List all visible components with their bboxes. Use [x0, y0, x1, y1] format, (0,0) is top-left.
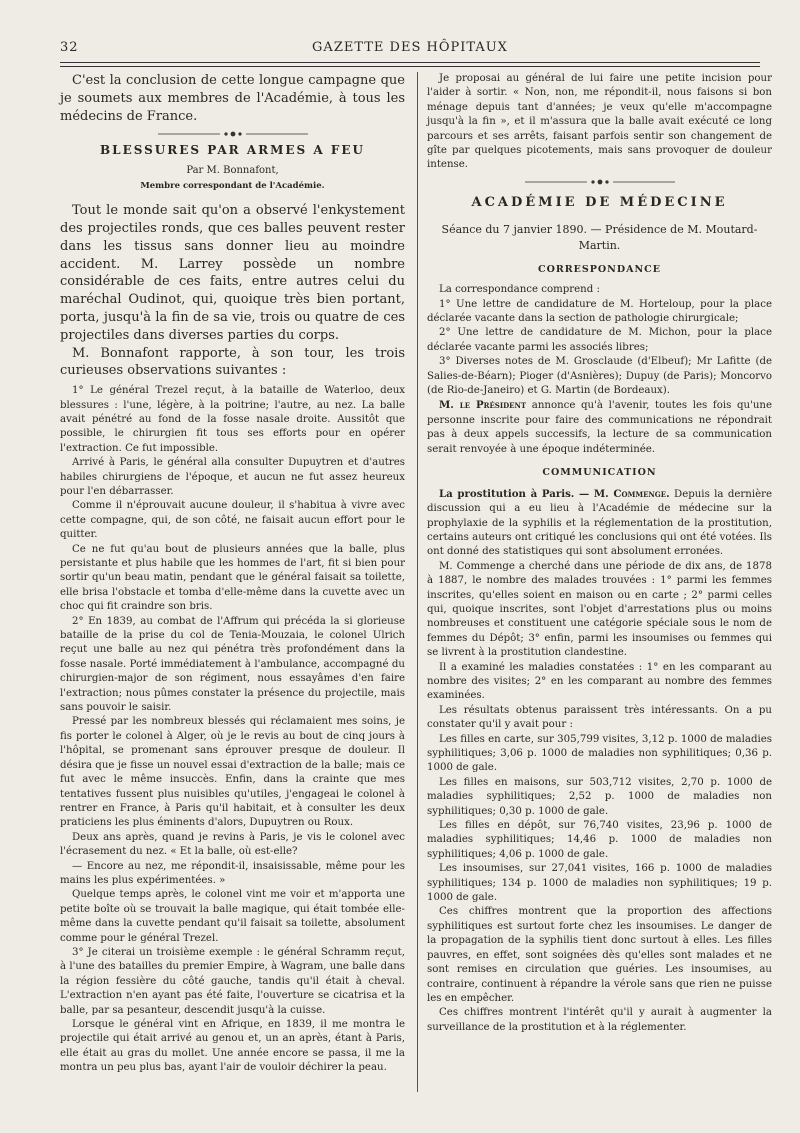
- statistics-paragraph: Les insoumises, sur 27,041 visites, 166 p. 1000 de maladies syphilitiques; 134 p. 1000 de maladies non syphilitiques; 19 p. 1000 de gale.: [427, 863, 772, 904]
- page-header: [60, 40, 760, 60]
- subheading-correspondance: CORRESPONDANCE: [538, 263, 661, 275]
- header-rule-thin: [60, 66, 760, 67]
- observation-paragraph: Lorsque le général vint en Afrique, en 1839, il me montra le projectile qui était arrivé au genou et, un an après, étant à Paris, elle était au gras du mollet. Une année encore se passa, il me la montra un peu plus bas, ayant l'air de vouloir déchirer la peau.: [60, 1019, 405, 1074]
- header-rule: [60, 62, 760, 63]
- article-paragraph: Tout le monde sait qu'on a observé l'enkystement des projectiles ronds, que ces balles peuvent rester dans les tissus sans donner lieu au moindre accident. M. Larrey possède un nombre considérable de ces faits, entre autres celui du maréchal Oudinot, qui, quoique très bien portant, porta, jusqu'à la fin de sa vie, trois ou quatre de ces projectiles dans diverses parties du corps.: [60, 203, 405, 343]
- statistics-paragraph: Les filles en maisons, sur 503,712 visites, 2,70 p. 1000 de maladies syphilitiques; 2,52 p. 1000 de maladies non syphilitiques; 0,30 p. 1000 de gale.: [427, 776, 772, 817]
- president-name: M. le Président: [439, 399, 527, 412]
- correspondence-paragraph: 3° Diverses notes de M. Grosclaude (d'Elbeuf); Mr Lafitte (de Salies-de-Béarn); Pioger (d'Asnières); Dupuy (de Paris); Moncorvo (de Rio-de-Janeiro) et G. Martin (de Bordeaux).: [427, 356, 772, 397]
- communication-paragraph: Ces chiffres montrent l'intérêt qu'il y aurait à augmenter la surveillance de la prostitution et à la réglementer.: [427, 1007, 772, 1033]
- observation-paragraph: 3° Je citerai un troisième exemple : le général Schramm reçut, à l'une des batailles du premier Empire, à Wagram, une balle dans la région fessière du côté gauche, tandis qu'il était à cheval. L'extraction n'en ayant pas été faite, l'ouverture se cicatrisa et la balle, par sa pesanteur, descendit jusqu'à la cuisse.: [60, 946, 405, 1016]
- observation-paragraph: Arrivé à Paris, le général alla consulter Dupuytren et d'autres habiles chirurgiens de l'époque, et aucun ne fut assez heureux pour l'en débarrasser.: [60, 457, 405, 497]
- subheading-communication: COMMUNICATION: [542, 467, 657, 479]
- column-divider: [417, 72, 418, 1092]
- statistics-paragraph: Les filles en carte, sur 305,799 visites, 3,12 p. 1000 de maladies syphilitiques; 3,06 p. 1000 de maladies non syphilitiques; 0,36 p. 1000 de gale.: [427, 733, 772, 774]
- correspondence-paragraph: M. le Président annonce qu'à l'avenir, toutes les fois qu'une personne inscrite pour faire des communications ne répondrait pas à deux appels successifs, la lecture de sa communication serait renvoyée à une époque indéterminée.: [427, 399, 772, 455]
- byline: Par M. Bonnafont,: [186, 164, 279, 176]
- article-paragraph: M. Bonnafont rapporte, à son tour, les trois curieuses observations suivantes :: [60, 345, 405, 379]
- communication-paragraph: La prostitution à Paris. — M. Commenge. Depuis la dernière discussion qui a eu lieu à l'Académie de médecine sur la prophylaxie de la syphilis et la réglementation de la prostitution, certains auteurs ont critiqué les conclusions qui ont été votées. Ils ont donné des statistiques qui sont absolument erronées.: [427, 487, 773, 558]
- observation-paragraph: 1° Le général Trezel reçut, à la bataille de Waterloo, deux blessures : l'une, légère, à la poitrine; l'autre, au nez. La balle avait pénétré au fond de la fosse nasale droite. Aussitôt que possible, le chirurgien fit tous ses efforts pour en opérer l'extraction. Ce fut impossible.: [60, 385, 405, 454]
- observation-paragraph: Comme il n'éprouvait aucune douleur, il s'habitua à vivre avec cette compagne, qui, de son côté, ne faisait aucun effort pour le quitter.: [60, 500, 405, 541]
- communication-title: La prostitution à Paris.: [439, 487, 575, 500]
- observation-paragraph: Pressé par les nombreux blessés qui réclamaient mes soins, je fis porter le colonel à Alger, où je le revis au bout de cinq jours à l'hôpital, se promenant sans éprouver presque de douleur. Il désira que je fisse un nouvel essai d'extraction de la balle; mais ce fut avec le même insuccès. Enfin, dans la crainte que mes tentatives fussent plus nuisibles qu'utiles, j'engageai le colonel à rentrer en France, à Paris qu'il habitait, et à consulter les deux praticiens les plus éminents d'alors, Dupuytren ou Roux.: [60, 716, 405, 829]
- observation-paragraph: Ce ne fut qu'au bout de plusieurs années que la balle, plus persistante et plus habile que les hommes de l'art, fit si bien pour sortir qu'un beau matin, pendant que le général faisait sa toilette, elle brisa l'obstacle et tomba d'elle-même dans la cuvette avec un choc qui fit craindre son bris.: [60, 543, 405, 613]
- observation-paragraph: — Encore au nez, me répondit-il, insaisissable, même pour les mains les plus expérimentées. »: [60, 860, 405, 886]
- observation-paragraph: 2° En 1839, au combat de l'Affrum qui précéda la si glorieuse bataille de la prise du col de Tenia-Mouzaia, le colonel Ulrich reçut une balle au nez qui pénétra très profondément dans la fosse nasale. Porté immédiatement à l'ambulance, accompagné du chirurgien-major de son régiment, nous essayâmes d'en faire l'extraction; nous pûmes constater la présence du projectile, mais sans pouvoir le saisir.: [60, 615, 405, 714]
- article-title: BLESSURES PAR ARMES A FEU: [99, 143, 365, 158]
- running-head: GAZETTE DES HÔPITAUX: [312, 40, 508, 55]
- correspondence-paragraph: 2° Une lettre de candidature de M. Michon, pour la place déclarée vacante parmi les associés libres;: [427, 327, 772, 353]
- section-title: ACADÉMIE DE MÉDECINE: [471, 194, 728, 210]
- left-column: [60, 72, 405, 1076]
- observation-paragraph: Quelque temps après, le colonel vint me voir et m'apporta une petite boîte où se trouvait la balle magique, qui était tombée elle-même dans la cuvette pendant qu'il faisait sa toilette, absolument comme pour le général Trezel.: [60, 889, 405, 944]
- communication-paragraph: Il a examiné les maladies constatées : 1° en les comparant au nombre des visites; 2° en les comparant au nombre des femmes examinées.: [427, 661, 772, 702]
- communication-author: — M. Commenge.: [574, 487, 670, 500]
- right-column: [427, 72, 772, 1035]
- communication-paragraph: M. Commenge a cherché dans une période de dix ans, de 1878 à 1887, le nombre des malades trouvées : 1° parmi les femmes inscrites, qu'elles soient en maison ou en carte ; 2° parmi celles qui, quoique inscrites, sont l'objet d'arrestations plus ou moins nombreuses et constituent une catégorie spéciale sous le nom de femmes du Dépôt; 3° enfin, parmi les insoumises ou femmes qui se livrent à la prostitution clandestine.: [427, 560, 772, 659]
- communication-paragraph: Les résultats obtenus paraissent très intéressants. On a pu constater qu'il y avait pour :: [427, 704, 772, 731]
- ornament-rule: [158, 131, 308, 137]
- communication-paragraph: Ces chiffres montrent que la proportion des affections syphilitiques est surtout forte chez les insoumises. Le danger de la propagation de la syphilis tient donc surtout à elles. Les filles pauvres, en effet, sont soignées dès qu'elles sont malades et ne sont remises en circulation que guéries. Les insoumises, au contraire, continuent à répandre la vérole sans que rien ne puisse les en empêcher.: [427, 906, 772, 1004]
- statistics-paragraph: Les filles en dépôt, sur 76,740 visites, 23,96 p. 1000 de maladies syphilitiques; 14,46 p. 1000 de maladies non syphilitiques; 4,06 p. 1000 de gale.: [427, 820, 772, 860]
- correspondence-paragraph: La correspondance comprend :: [439, 284, 600, 296]
- page-number: 32: [60, 40, 79, 55]
- correspondence-paragraph: 1° Une lettre de candidature de M. Horteloup, pour la place déclarée vacante dans la section de pathologie chirurgicale;: [427, 298, 772, 325]
- session-line: Séance du 7 janvier 1890. — Présidence de M. Moutard-Martin.: [441, 223, 758, 253]
- intro-paragraph: C'est la conclusion de cette longue campagne que je soumets aux membres de l'Académie, à tous les médecins de France.: [60, 73, 405, 124]
- observation-paragraph: Je proposai au général de lui faire une petite incision pour l'aider à sortir. « Non, non, me répondit-il, nous faisons si bon ménage depuis tant d'années; je veux qu'elle m'accompagne jusqu'à la fin », et il m'assura que la balle avait exécuté ce long parcours et ses arrêts, faisant parfois sentir son changement de gîte par quelques picotements, mais sans provoquer de douleur intense.: [427, 73, 772, 171]
- observation-paragraph: Deux ans après, quand je revins à Paris, je vis le colonel avec l'écrasement du nez. « Et la balle, où est-elle?: [60, 831, 405, 858]
- ornament-rule: [525, 179, 675, 185]
- byline-subtitle: Membre correspondant de l'Académie.: [140, 180, 325, 191]
